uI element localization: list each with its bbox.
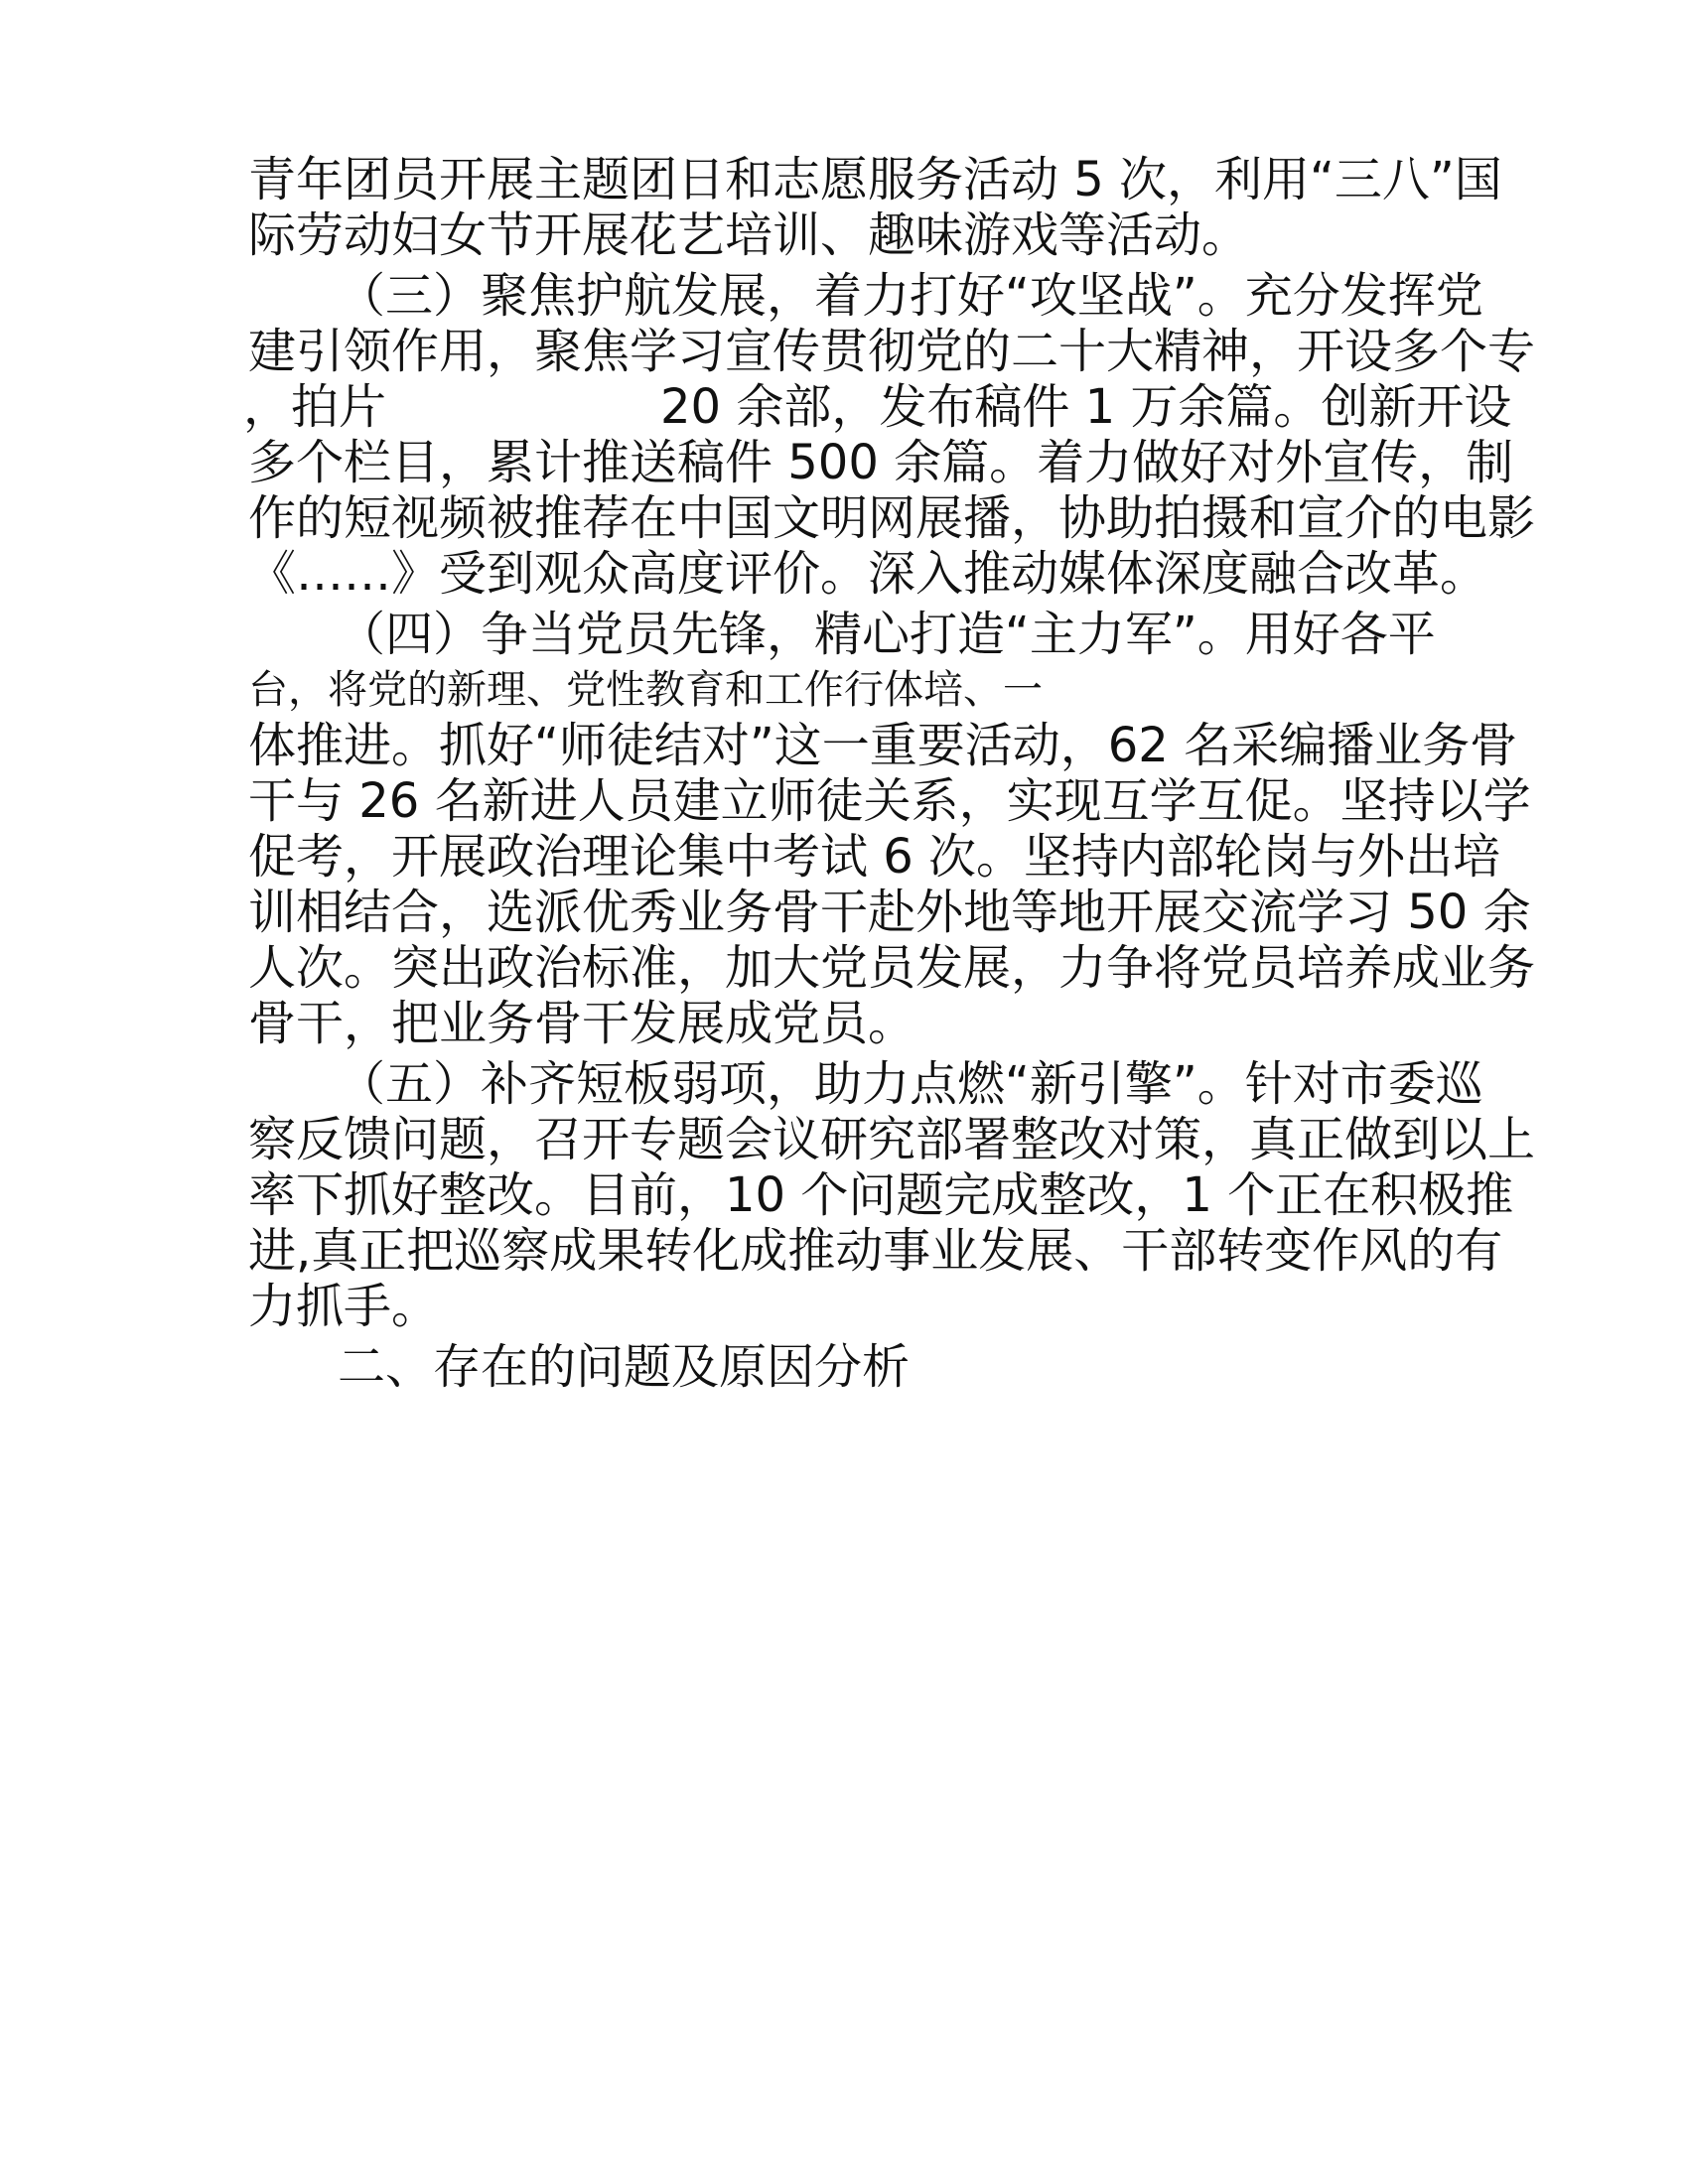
paragraph-line: 进,真正把巡察成果转化成推动事业发展、干部转变作风的有 bbox=[248, 1223, 1503, 1279]
paragraph-line: 人次。突出政治标准，加大党员发展，力争将党员培养成业务 bbox=[248, 940, 1536, 996]
paragraph-line-fragment: 20 余部，发布稿件 1 万余篇。创新开设 bbox=[660, 379, 1512, 435]
section-heading-4: （四）争当党员先锋，精心打造“主力军”。用好各平 bbox=[338, 607, 1436, 662]
paragraph-line: 体推进。抓好“师徒结对”这一重要活动，62 名采编播业务骨 bbox=[248, 718, 1518, 773]
paragraph-line: 多个栏目，累计推送稿件 500 余篇。着力做好对外宣传，制 bbox=[248, 435, 1514, 490]
paragraph-line: 台，将党的新理、党性教育和工作行体培、一 bbox=[248, 667, 1043, 713]
paragraph-line: 骨干，把业务骨干发展成党员。 bbox=[248, 996, 916, 1051]
paragraph-line: 际劳动妇女节开展花艺培训、趣味游戏等活动。 bbox=[248, 207, 1250, 263]
paragraph-line: 干与 26 名新进人员建立师徒关系，实现互学互促。坚持以学 bbox=[248, 773, 1531, 829]
section-heading-3: （三）聚焦护航发展，着力打好“攻坚战”。充分发挥党 bbox=[338, 268, 1483, 324]
paragraph-line: 力抓手。 bbox=[248, 1279, 440, 1334]
paragraph-line-fragment: ，拍片 bbox=[243, 379, 387, 435]
chapter-heading: 二、存在的问题及原因分析 bbox=[338, 1339, 911, 1395]
paragraph-line: 训相结合，选派优秀业务骨干赴外地等地开展交流学习 50 余 bbox=[248, 885, 1531, 940]
paragraph-line: 作的短视频被推荐在中国文明网展播，协助拍摄和宣介的电影 bbox=[248, 490, 1536, 546]
paragraph-line: 青年团员开展主题团日和志愿服务活动 5 次，利用“三八”国 bbox=[248, 152, 1502, 207]
paragraph-line: 促考，开展政治理论集中考试 6 次。坚持内部轮岗与外出培 bbox=[248, 829, 1501, 885]
section-heading-5: （五）补齐短板弱项，助力点燃“新引擎”。针对市委巡 bbox=[338, 1056, 1483, 1112]
paragraph-line: 《……》受到观众高度评价。深入推动媒体深度融合改革。 bbox=[248, 546, 1488, 602]
paragraph-line: 率下抓好整改。目前，10 个问题完成整改，1 个正在积极推 bbox=[248, 1167, 1514, 1223]
paragraph-line: 建引领作用，聚焦学习宣传贯彻党的二十大精神，开设多个专 bbox=[248, 324, 1536, 379]
paragraph-line: 察反馈问题，召开专题会议研究部署整改对策，真正做到以上 bbox=[248, 1112, 1536, 1167]
